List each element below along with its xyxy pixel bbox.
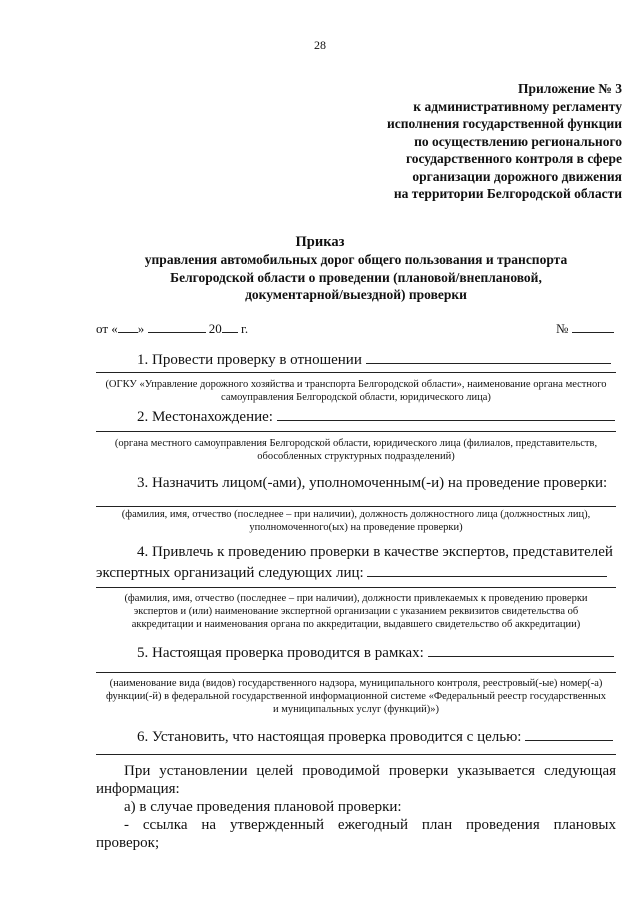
date-prefix: от « [96, 321, 118, 336]
item-4-rule [96, 587, 616, 588]
item-1-label: 1. Провести проверку в отношении [137, 352, 362, 368]
note-line: экспертов и (или) наименование экспертной организации с указанием реквизитов свидетельства об [133, 606, 579, 617]
note-line: (ОГКУ «Управление дорожного хозяйства и транспорта Белгородской области», наименование органа местного [105, 379, 607, 390]
paragraph-3-line1: - ссылка на утвержденный ежегодный план проведения плановых [124, 817, 616, 833]
date-year: 20 [208, 321, 222, 336]
note-line: самоуправления Белгородской области, юридического лица) [221, 392, 491, 403]
item-3-note [96, 508, 616, 534]
item-1-note [96, 378, 616, 404]
order-subtitle-line: управления автомобильных дорог общего пользования и транспорта [144, 252, 568, 267]
date-line [96, 318, 616, 337]
item-2-note [96, 437, 616, 463]
item-2-label: 2. Местонахождение: [137, 409, 273, 425]
appendix-line: Приложение № 3 [518, 81, 622, 96]
item-5-label: 5. Настоящая проверка проводится в рамках: [137, 645, 424, 661]
item-1-rule [96, 372, 616, 373]
paragraph-3-line2: проверок; [96, 835, 160, 851]
number-label: № [556, 321, 569, 336]
appendix-line: к административному регламенту [413, 98, 622, 114]
month-blank[interactable] [148, 318, 206, 333]
appendix-line: по осуществлению регионального [414, 133, 622, 149]
item-3-rule [96, 506, 616, 507]
item-6-blank[interactable] [525, 726, 613, 741]
item-6-label: 6. Установить, что настоящая проверка проводится с целью: [137, 729, 522, 745]
item-1-blank[interactable] [366, 349, 611, 364]
note-line: (органа местного самоуправления Белгородской области, юридического лица (филиалов, представительств, [114, 438, 598, 449]
item-6 [137, 726, 613, 746]
note-line: и муниципальных услуг (функций)») [272, 704, 439, 715]
item-5-note [96, 677, 616, 716]
paragraph-1-line1: При установлении целей проводимой проверки указывается следующая [124, 763, 616, 779]
item-2 [137, 406, 615, 426]
item-2-rule [96, 431, 616, 432]
date-mid: » [137, 321, 145, 336]
note-line: (фамилия, имя, отчество (последнее – при наличии), должность должностного лица (должностных лиц), [121, 509, 591, 520]
appendix-header [330, 80, 622, 203]
paragraph-1-line2: информация: [96, 781, 180, 797]
page-number: 28 [314, 38, 326, 52]
order-subtitle [108, 251, 604, 304]
note-line: (фамилия, имя, отчество (последнее – при наличии), должности привлекаемых к проведению проверки [124, 593, 588, 604]
item-5-blank[interactable] [428, 642, 614, 657]
item-4-line1: 4. Привлечь к проведению проверки в качестве экспертов, представителей [137, 544, 613, 560]
item-5-rule [96, 672, 616, 673]
note-line: функции(-й) в федеральной государственной информационной системе «Федеральный реестр государственных [106, 691, 606, 702]
order-title: Приказ [295, 234, 345, 250]
item-4-label: экспертных организаций следующих лиц: [96, 565, 364, 581]
note-line: уполномоченного(ых) на проведение проверки) [249, 522, 463, 533]
day-blank[interactable] [118, 318, 138, 333]
appendix-line: исполнения государственной функции [386, 116, 622, 131]
item-4-note [96, 592, 616, 631]
note-line: (наименование вида (видов) государственного надзора, муниципального контроля, реестровый(-ые) номер(-а) [109, 678, 603, 689]
item-4-blank[interactable] [367, 562, 607, 577]
date-suffix: г. [241, 321, 249, 336]
note-line: аккредитации и наименования органа по аккредитации, выдавшего свидетельство об аккредитации) [131, 619, 581, 630]
year-blank[interactable] [222, 318, 238, 333]
number-blank[interactable] [572, 318, 614, 333]
appendix-line: организации дорожного движения [412, 168, 622, 184]
item-5 [137, 642, 614, 662]
item-4-line2 [96, 562, 607, 582]
order-subtitle-line: документарной/выездной) проверки [245, 287, 467, 302]
appendix-line: на территории Белгородской области [393, 186, 622, 201]
item-2-blank[interactable] [277, 406, 615, 421]
order-subtitle-line: Белгородской области о проведении (плановой/внеплановой, [170, 269, 542, 285]
item-1 [137, 349, 611, 369]
note-line: обособленных структурных подразделений) [257, 451, 455, 462]
item-6-rule [96, 754, 616, 755]
appendix-line: государственного контроля в сфере [405, 151, 622, 166]
item-3: 3. Назначить лицом(-ами), уполномоченным(-и) на проведение проверки: [137, 475, 608, 491]
paragraph-2: а) в случае проведения плановой проверки: [124, 799, 402, 815]
